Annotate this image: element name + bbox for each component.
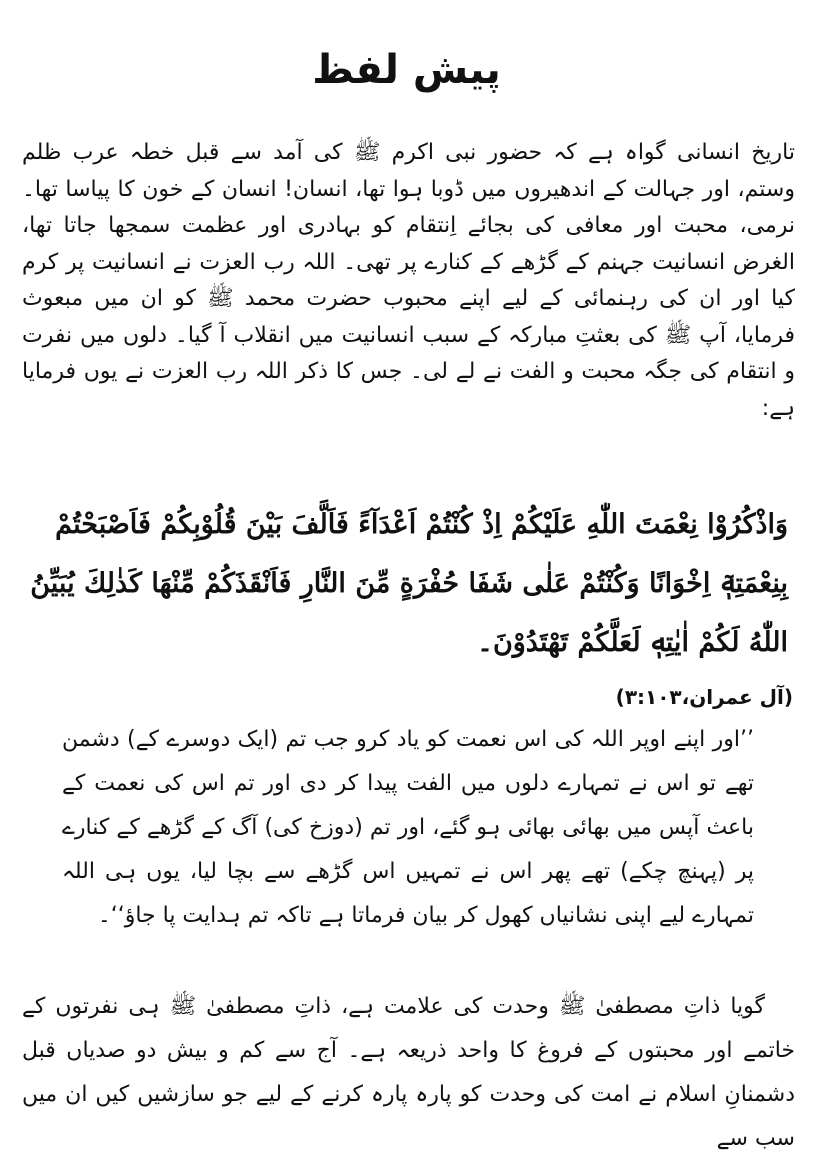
- verse-reference: (آل عمران،۳:۱۰۳): [615, 685, 793, 709]
- page-title: پیش لفظ: [312, 47, 501, 93]
- quran-verse: وَاذْكُرُوْا نِعْمَتَ اللّٰهِ عَلَيْكُمْ اِذْ كُنْتُمْ اَعْدَآءً فَاَلَّفَ بَيْنَ قُلُوْبِكُمْ فَاَصْبَحْتُمْ بِنِعْمَتِهٖٓ اِخْوَانًا وَكُنْتُمْ عَلٰى شَفَا حُفْرَةٍ مِّنَ النَّارِ فَاَنْقَذَكُمْ مِّنْهَا كَذٰلِكَ يُبَيِّنُ اللّٰهُ لَكُمْ اٰيٰتِهٖ لَعَلَّكُمْ تَهْتَدُوْنَ۔: [30, 509, 788, 658]
- intro-paragraph: تاریخ انسانی گواہ ہے کہ حضور نبی اکرم ﷺ کی آمد سے قبل خطہ عرب ظلم وستم، اور جہالت کے اندھیروں میں ڈوبا ہوا تھا، انسان! انسان کے خون کا پیاسا تھا۔ نرمی، محبت اور معافی کی بجائے اِنتقام کو بہادری اور عظمت سمجھا جاتا تھا، الغرض انسانیت جہنم کے گڑھے کے کنارے پر تھی۔ اللہ رب العزت نے انسانیت پر کرم کیا اور ان کی رہنمائی کے لیے اپنے محبوب حضرت محمد ﷺ کو ان میں مبعوث فرمایا، آپ ﷺ کی بعثتِ مبارکہ کے سبب انسانیت میں انقلاب آ گیا۔ دلوں میں نفرت و انتقام کی جگہ محبت و الفت نے لے لی۔ جس کا ذکر اللہ رب العزت نے یوں فرمایا ہے:: [22, 140, 795, 421]
- closing-paragraph: گویا ذاتِ مصطفیٰ ﷺ وحدت کی علامت ہے، ذاتِ مصطفیٰ ﷺ ہی نفرتوں کے خاتمے اور محبتوں کے فروغ کا واحد ذریعہ ہے۔ آج سے کم و بیش دو صدیاں قبل دشمنانِ اسلام نے امت کی وحدت کو پارہ پارہ کرنے کے لیے جو سازشیں کیں ان میں سب سے: [22, 994, 795, 1151]
- verse-translation: ’’اور اپنے اوپر اللہ کی اس نعمت کو یاد کرو جب تم (ایک دوسرے کے) دشمن تھے تو اس نے تمہارے دلوں میں الفت پیدا کر دی اور تم اس کی نعمت کے باعث آپس میں بھائی بھائی ہو گئے، اور تم (دوزخ کی) آگ کے گڑھے کے کنارے پر (پہنچ چکے) تھے پھر اس نے تمہیں اس گڑھے سے بچا لیا، یوں ہی اللہ تمہارے لیے اپنی نشانیاں کھول کر بیان فرماتا ہے تاکہ تم ہدایت پا جاؤ‘‘۔: [62, 727, 754, 928]
